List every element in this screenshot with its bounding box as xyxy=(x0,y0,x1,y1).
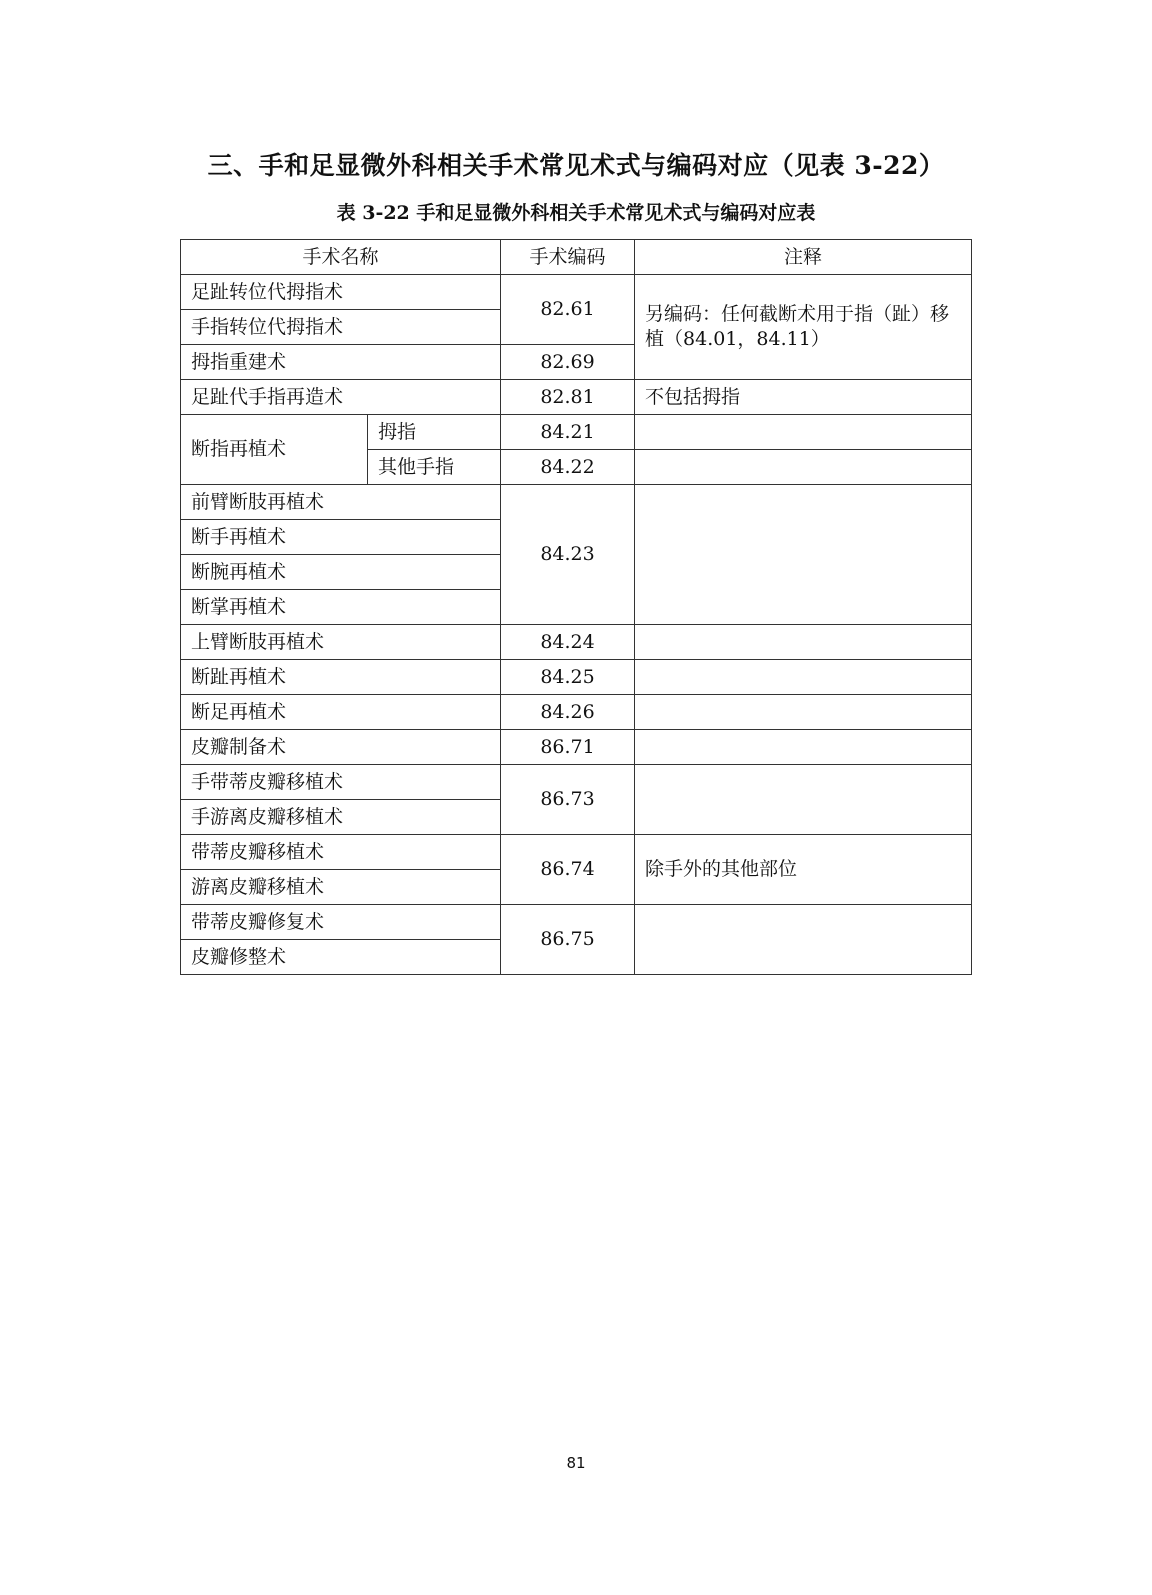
note-cell xyxy=(635,905,972,975)
procedure-name-cell: 皮瓣修整术 xyxy=(181,940,501,975)
note-cell xyxy=(635,625,972,660)
procedure-name-cell: 带蒂皮瓣修复术 xyxy=(181,905,501,940)
header-note: 注释 xyxy=(635,240,972,275)
note-cell xyxy=(635,765,972,835)
procedure-code-cell: 82.81 xyxy=(501,380,635,415)
note-cell xyxy=(635,450,972,485)
procedure-name-cell: 断趾再植术 xyxy=(181,660,501,695)
table-row xyxy=(181,835,972,870)
procedure-code-cell: 82.61 xyxy=(501,275,635,345)
note-cell: 不包括拇指 xyxy=(635,380,972,415)
procedure-name-cell: 拇指重建术 xyxy=(181,345,501,380)
procedure-name-cell: 断掌再植术 xyxy=(181,590,501,625)
table-caption: 表 3-22 手和足显微外科相关手术常见术式与编码对应表 xyxy=(336,202,816,224)
procedure-name-cell: 游离皮瓣移植术 xyxy=(181,870,501,905)
procedure-name-cell: 带蒂皮瓣移植术 xyxy=(181,835,501,870)
table-row xyxy=(181,730,972,765)
procedure-code-cell: 84.25 xyxy=(501,660,635,695)
procedure-name-cell: 断足再植术 xyxy=(181,695,501,730)
procedure-code-cell: 84.22 xyxy=(501,450,635,485)
procedure-name-cell: 断指再植术 xyxy=(181,415,368,485)
note-cell: 另编码：任何截断术用于指（趾）移植（84.01，84.11） xyxy=(635,275,972,380)
procedure-name-cell: 前臂断肢再植术 xyxy=(181,485,501,520)
header-procedure-code: 手术编码 xyxy=(501,240,635,275)
table-row xyxy=(181,905,972,940)
procedure-subtype-cell: 拇指 xyxy=(368,415,501,450)
table-row xyxy=(181,415,972,450)
procedure-name-cell: 上臂断肢再植术 xyxy=(181,625,501,660)
section-heading: 三、手和足显微外科相关手术常见术式与编码对应（见表 3-22） xyxy=(207,151,945,180)
table-row xyxy=(181,380,972,415)
note-cell xyxy=(635,730,972,765)
procedure-code-cell: 82.69 xyxy=(501,345,635,380)
note-cell xyxy=(635,415,972,450)
procedure-code-cell: 86.73 xyxy=(501,765,635,835)
procedure-name-cell: 断腕再植术 xyxy=(181,555,501,590)
table-row xyxy=(181,625,972,660)
procedure-code-cell: 84.26 xyxy=(501,695,635,730)
note-cell: 除手外的其他部位 xyxy=(635,835,972,905)
table-row xyxy=(181,695,972,730)
procedure-name-cell: 足趾转位代拇指术 xyxy=(181,275,501,310)
procedure-code-cell: 86.75 xyxy=(501,905,635,975)
page-number: 81 xyxy=(566,1454,586,1472)
note-cell xyxy=(635,660,972,695)
header-procedure-name: 手术名称 xyxy=(181,240,501,275)
procedure-code-cell: 86.71 xyxy=(501,730,635,765)
procedure-name-cell: 手游离皮瓣移植术 xyxy=(181,800,501,835)
procedure-name-cell: 断手再植术 xyxy=(181,520,501,555)
procedure-name-cell: 手带蒂皮瓣移植术 xyxy=(181,765,501,800)
table-row xyxy=(181,485,972,520)
table-row xyxy=(181,765,972,800)
table-header-row xyxy=(181,240,972,275)
procedure-name-cell: 足趾代手指再造术 xyxy=(181,380,501,415)
procedure-code-cell: 84.23 xyxy=(501,485,635,625)
procedure-code-cell: 84.24 xyxy=(501,625,635,660)
procedure-name-cell: 皮瓣制备术 xyxy=(181,730,501,765)
note-cell xyxy=(635,695,972,730)
table-row xyxy=(181,275,972,310)
procedure-code-cell: 84.21 xyxy=(501,415,635,450)
procedure-subtype-cell: 其他手指 xyxy=(368,450,501,485)
table-row xyxy=(181,660,972,695)
procedure-name-cell: 手指转位代拇指术 xyxy=(181,310,501,345)
procedure-code-table xyxy=(180,239,972,975)
procedure-code-cell: 86.74 xyxy=(501,835,635,905)
note-cell xyxy=(635,485,972,625)
